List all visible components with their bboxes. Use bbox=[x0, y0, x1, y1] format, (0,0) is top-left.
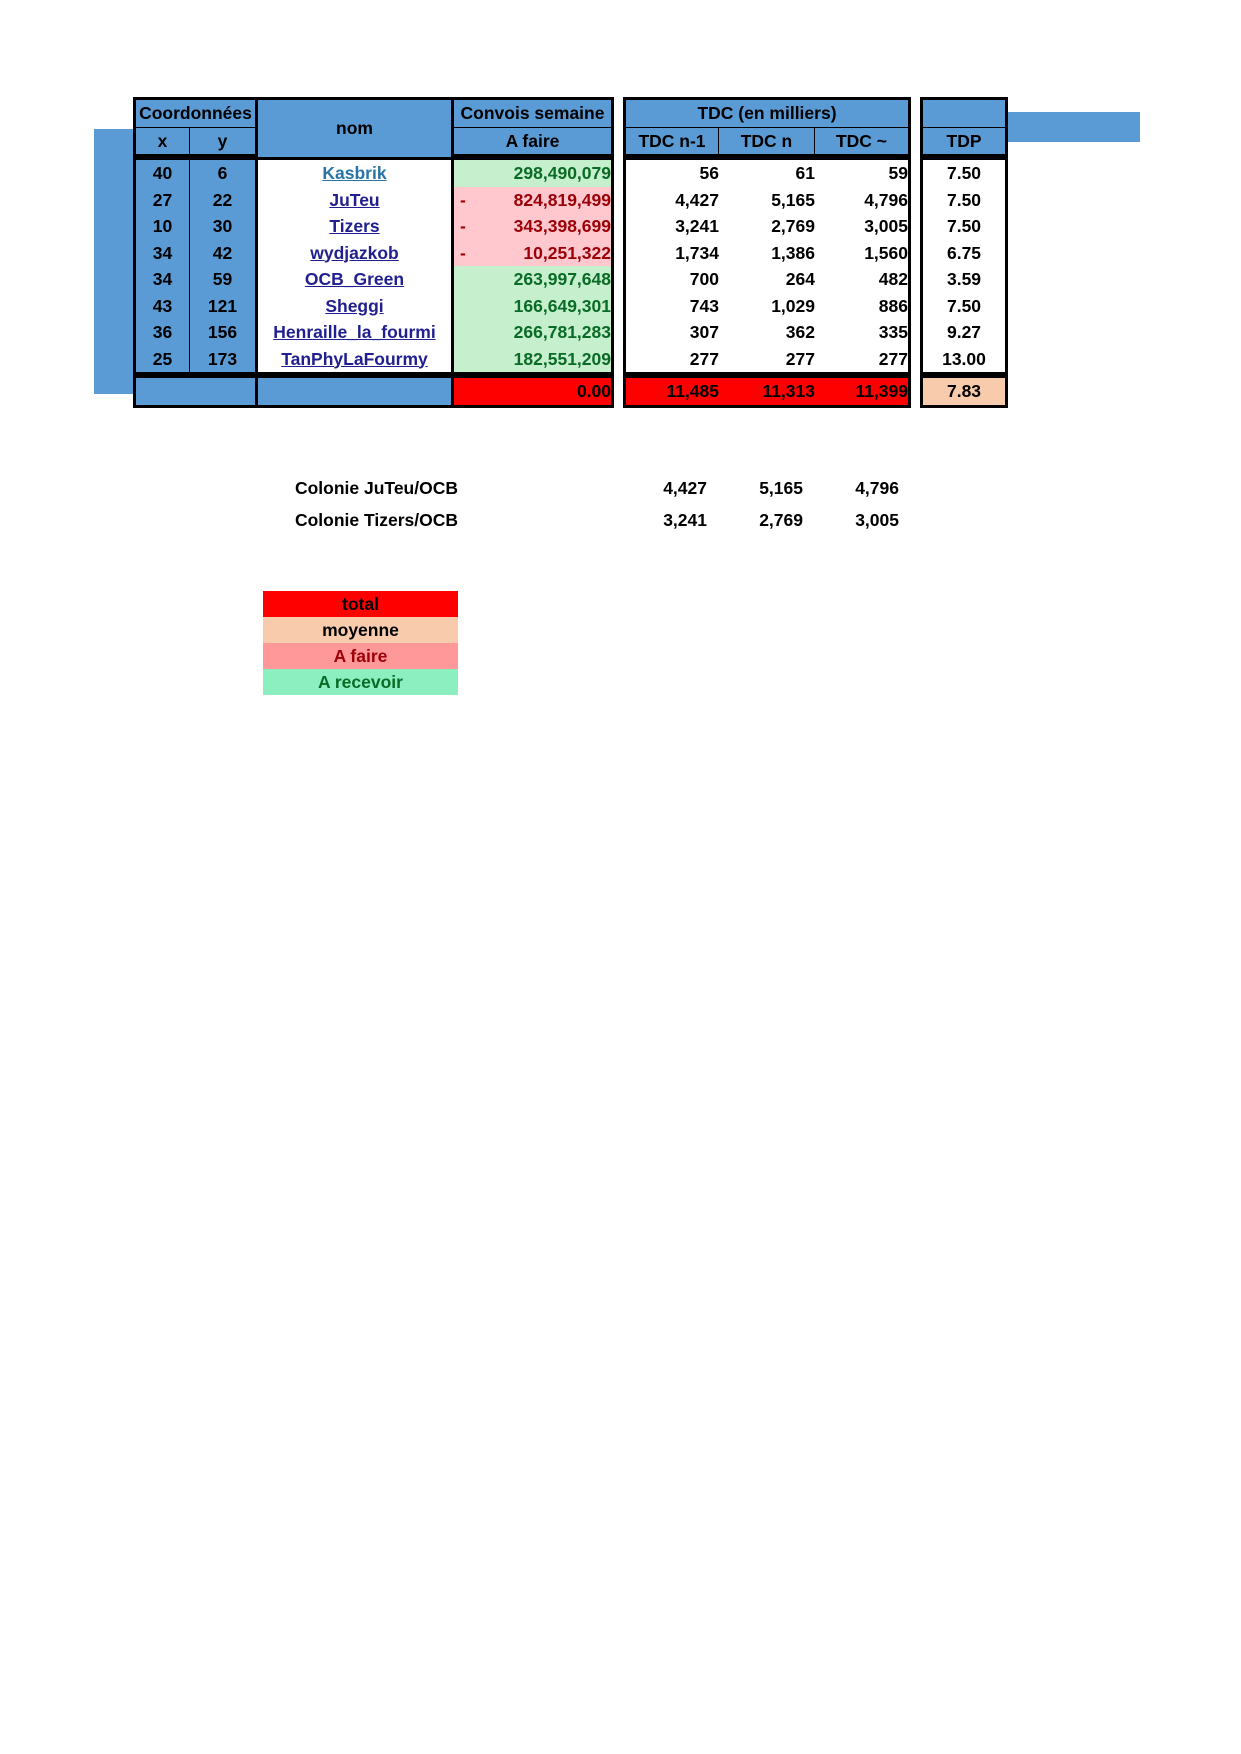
cell-x: 27 bbox=[133, 187, 190, 214]
cell-tdp: 3.59 bbox=[920, 266, 1008, 293]
colonie-table bbox=[133, 472, 909, 536]
totals-row bbox=[133, 375, 1008, 408]
cell-y: 173 bbox=[190, 346, 258, 376]
cell-x: 36 bbox=[133, 319, 190, 346]
cell-tdc-n: 362 bbox=[719, 319, 815, 346]
group-header-row bbox=[133, 97, 1008, 128]
cell-tdc-moy: 1,560 bbox=[815, 240, 911, 267]
total-spacer-x bbox=[133, 375, 190, 408]
total-tdc-n: 11,313 bbox=[719, 375, 815, 408]
header-y: y bbox=[190, 128, 258, 158]
table-row bbox=[133, 319, 1008, 346]
cell-tdc-n1: 277 bbox=[623, 346, 719, 376]
colonie-tdc-n1: 4,427 bbox=[663, 478, 707, 498]
colonie-tdc-n: 5,165 bbox=[759, 478, 803, 498]
cell-a-faire: 166,649,301 bbox=[454, 293, 614, 320]
cell-tdc-n1: 4,427 bbox=[623, 187, 719, 214]
colony-link[interactable]: Tizers bbox=[329, 216, 380, 236]
table-row bbox=[133, 157, 1008, 187]
cell-tdc-moy: 3,005 bbox=[815, 213, 911, 240]
cell-nom[interactable] bbox=[258, 187, 454, 214]
table-row bbox=[133, 346, 1008, 376]
cell-nom[interactable] bbox=[258, 157, 454, 187]
cell-y: 59 bbox=[190, 266, 258, 293]
cell-tdc-n1: 307 bbox=[623, 319, 719, 346]
cell-a-faire: 298,490,079 bbox=[454, 157, 614, 187]
cell-tdc-n1: 3,241 bbox=[623, 213, 719, 240]
cell-x: 34 bbox=[133, 266, 190, 293]
cell-a-faire: 263,997,648 bbox=[454, 266, 614, 293]
cell-a-faire: 266,781,283 bbox=[454, 319, 614, 346]
cell-tdc-n1: 743 bbox=[623, 293, 719, 320]
cell-tdp: 6.75 bbox=[920, 240, 1008, 267]
negative-sign: - bbox=[460, 189, 466, 210]
colony-link[interactable]: OCB_Green bbox=[304, 269, 405, 289]
header-tdp: TDP bbox=[920, 128, 1008, 158]
colonie-tdc-n1: 3,241 bbox=[663, 510, 707, 530]
cell-tdp: 13.00 bbox=[920, 346, 1008, 376]
cell-y: 121 bbox=[190, 293, 258, 320]
total-tdp: 7.83 bbox=[920, 375, 1008, 408]
header-a-faire: A faire bbox=[454, 128, 614, 158]
header-x: x bbox=[133, 128, 190, 158]
cell-nom[interactable] bbox=[258, 240, 454, 267]
cell-a-faire: - 343,398,699 bbox=[454, 213, 614, 240]
colonie-tdc-moy: 3,005 bbox=[855, 510, 899, 530]
left-blue-strip bbox=[94, 129, 134, 394]
negative-sign: - bbox=[460, 216, 466, 236]
cell-tdc-moy: 4,796 bbox=[815, 187, 911, 214]
cell-tdc-n: 5,165 bbox=[719, 187, 815, 214]
cell-nom[interactable] bbox=[258, 293, 454, 320]
cell-a-faire: 182,551,209 bbox=[454, 346, 614, 376]
cell-tdc-n: 61 bbox=[719, 157, 815, 187]
cell-nom[interactable] bbox=[258, 266, 454, 293]
colony-link[interactable]: Henraille_la_fourmi bbox=[273, 322, 436, 342]
cell-tdp: 7.50 bbox=[920, 187, 1008, 214]
column-gap bbox=[911, 97, 920, 128]
cell-tdp: 7.50 bbox=[920, 157, 1008, 187]
colony-link[interactable]: wydjazkob bbox=[310, 242, 399, 263]
legend-item: moyenne bbox=[263, 617, 458, 643]
cell-y: 22 bbox=[190, 187, 258, 214]
cell-x: 40 bbox=[133, 157, 190, 187]
negative-sign: - bbox=[460, 242, 466, 263]
cell-tdc-n1: 56 bbox=[623, 157, 719, 187]
cell-y: 42 bbox=[190, 240, 258, 267]
header-tdc-moy: TDC ~ bbox=[815, 128, 911, 158]
table-row bbox=[133, 266, 1008, 293]
total-spacer-nom bbox=[258, 375, 454, 408]
cell-tdc-moy: 886 bbox=[815, 293, 911, 320]
cell-x: 43 bbox=[133, 293, 190, 320]
cell-tdc-n1: 1,734 bbox=[623, 240, 719, 267]
header-tdc-n: TDC n bbox=[719, 128, 815, 158]
header-tdp-group bbox=[920, 97, 1008, 128]
header-tdc-n1: TDC n-1 bbox=[623, 128, 719, 158]
cell-nom[interactable] bbox=[258, 319, 454, 346]
cell-tdp: 9.27 bbox=[920, 319, 1008, 346]
cell-x: 25 bbox=[133, 346, 190, 376]
cell-tdc-moy: 277 bbox=[815, 346, 911, 376]
legend-item: A recevoir bbox=[263, 669, 458, 695]
cell-tdc-moy: 335 bbox=[815, 319, 911, 346]
table-row bbox=[133, 293, 1008, 320]
legend-item: total bbox=[263, 591, 458, 617]
cell-nom[interactable] bbox=[258, 213, 454, 240]
colonie-label: Colonie Tizers/OCB bbox=[294, 510, 458, 530]
header-convois-semaine: Convois semaine bbox=[454, 97, 614, 128]
cell-tdc-n: 277 bbox=[719, 346, 815, 376]
total-tdc-n1: 11,485 bbox=[623, 375, 719, 408]
legend-item: A faire bbox=[263, 643, 458, 669]
cell-tdp: 7.50 bbox=[920, 213, 1008, 240]
cell-a-faire: - 10,251,322 bbox=[454, 240, 614, 267]
cell-y: 156 bbox=[190, 319, 258, 346]
cell-tdc-n: 2,769 bbox=[719, 213, 815, 240]
colonie-tdc-moy: 4,796 bbox=[855, 478, 899, 498]
colony-link[interactable]: JuTeu bbox=[329, 189, 380, 210]
cell-y: 30 bbox=[190, 213, 258, 240]
cell-tdc-n: 1,386 bbox=[719, 240, 815, 267]
header-tdc-group: TDC (en milliers) bbox=[623, 97, 911, 128]
legend-block bbox=[263, 591, 458, 695]
colonies-table bbox=[133, 97, 1008, 408]
cell-tdc-moy: 59 bbox=[815, 157, 911, 187]
header-coordonnees: Coordonnées bbox=[133, 97, 258, 128]
table-row bbox=[133, 213, 1008, 240]
right-blue-banner bbox=[1004, 112, 1140, 142]
column-gap bbox=[614, 97, 623, 128]
colonie-tdc-n: 2,769 bbox=[759, 510, 803, 530]
colony-link[interactable]: Kasbrik bbox=[322, 163, 387, 183]
cell-tdc-n: 1,029 bbox=[719, 293, 815, 320]
total-tdc-moy: 11,399 bbox=[815, 375, 911, 408]
cell-x: 10 bbox=[133, 213, 190, 240]
cell-tdp: 7.50 bbox=[920, 293, 1008, 320]
cell-tdc-n: 264 bbox=[719, 266, 815, 293]
cell-y: 6 bbox=[190, 157, 258, 187]
header-nom: nom bbox=[258, 97, 454, 157]
cell-x: 34 bbox=[133, 240, 190, 267]
cell-a-faire: - 824,819,499 bbox=[454, 187, 614, 214]
cell-nom[interactable] bbox=[258, 346, 454, 376]
colony-link[interactable]: TanPhyLaFourmy bbox=[281, 348, 428, 369]
colony-link[interactable]: Sheggi bbox=[325, 295, 384, 316]
total-spacer-y bbox=[190, 375, 258, 408]
cell-tdc-moy: 482 bbox=[815, 266, 911, 293]
colonie-label: Colonie JuTeu/OCB bbox=[294, 478, 458, 498]
colonie-summary-block bbox=[133, 472, 909, 536]
table-row bbox=[133, 240, 1008, 267]
cell-tdc-n1: 700 bbox=[623, 266, 719, 293]
colonie-row bbox=[133, 472, 909, 504]
colonie-row bbox=[133, 504, 909, 536]
total-a-faire: 0.00 bbox=[454, 375, 614, 408]
table-row bbox=[133, 187, 1008, 214]
